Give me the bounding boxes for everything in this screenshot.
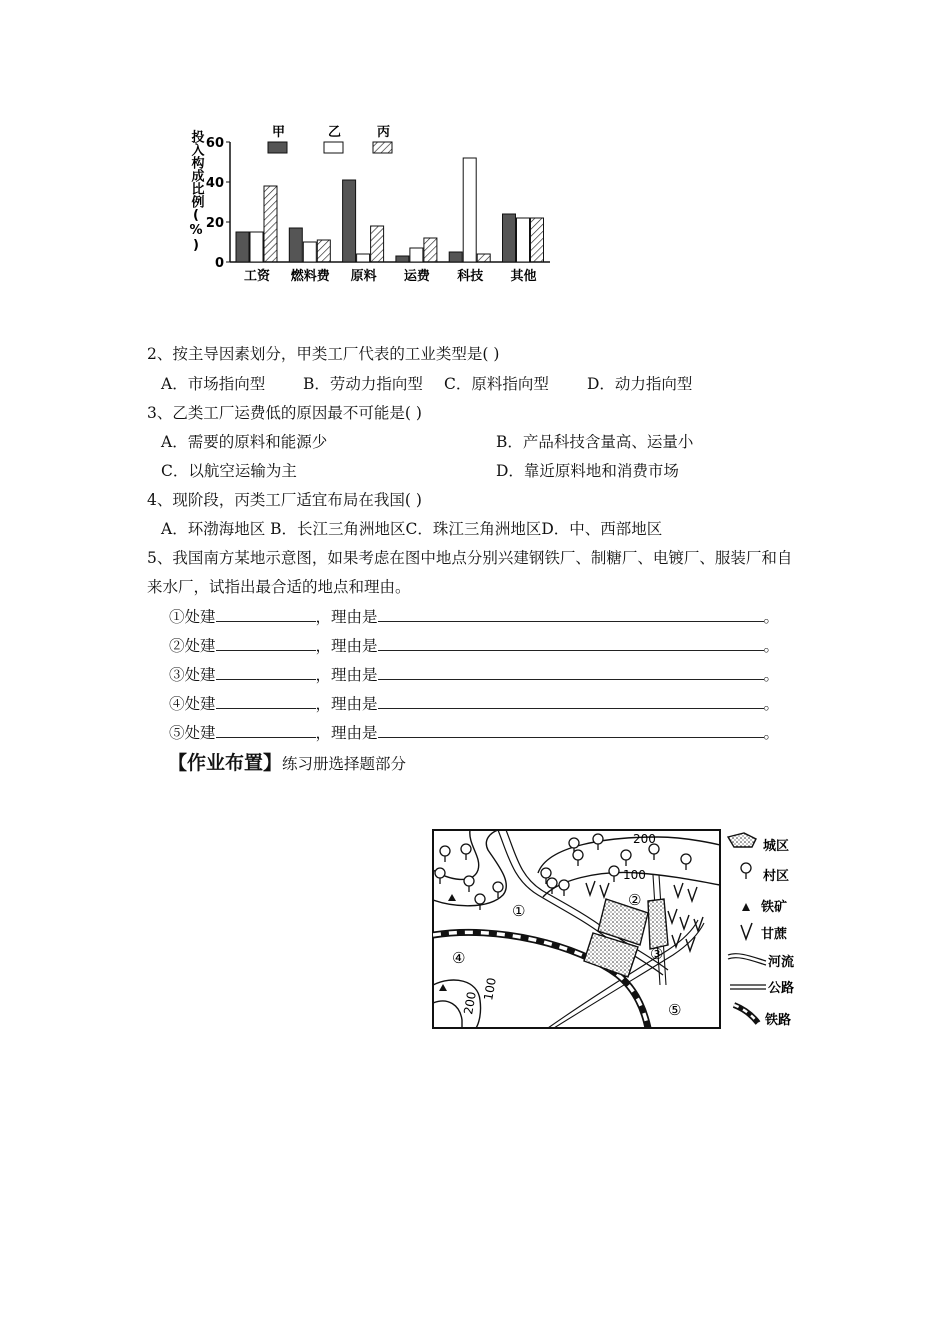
answer-row xyxy=(169,635,779,656)
question-5-stem-line1: 5、我国南方某地示意图，如果考虑在图中地点分别兴建钢铁厂、制糖厂、电镀厂、服装厂和自 xyxy=(147,549,793,567)
legend-swatch xyxy=(373,142,392,153)
q2-option-b: B．劳动力指向型 xyxy=(303,375,423,393)
x-axis-labels xyxy=(244,268,537,284)
legend-road: 公路 xyxy=(768,981,795,996)
row-end: 。 xyxy=(763,724,780,742)
site-3-label: ③ xyxy=(650,945,664,963)
site-label: ③处建 xyxy=(169,666,216,684)
city-area xyxy=(648,899,668,949)
x-tick-label: 燃料费 xyxy=(290,269,330,284)
legend-river: 河流 xyxy=(768,955,795,970)
legend-swatch xyxy=(268,142,287,153)
x-tick-label: 科技 xyxy=(457,269,484,284)
x-tick-label: 原料 xyxy=(350,269,377,284)
legend-label: 甲 xyxy=(272,125,286,140)
bar-2-6 xyxy=(517,218,530,262)
legend-city: 城区 xyxy=(763,839,790,854)
bar-2-2 xyxy=(303,242,316,262)
contour-label: 200 xyxy=(633,832,656,846)
sugarcane-legend-icon xyxy=(741,923,752,939)
row-end: 。 xyxy=(763,695,780,713)
bar-3-4 xyxy=(424,238,437,262)
legend-swatch xyxy=(324,142,343,153)
city-legend-icon xyxy=(728,833,756,847)
site-answer-blank[interactable] xyxy=(216,664,316,680)
bar-2-5 xyxy=(463,158,476,262)
bar-3-5 xyxy=(477,254,490,262)
reason-answer-blank[interactable] xyxy=(378,722,764,738)
row-end: 。 xyxy=(763,608,780,626)
site-answer-blank[interactable] xyxy=(216,606,316,622)
y-tick-label: 20 xyxy=(205,216,224,231)
legend-village: 村区 xyxy=(763,869,790,884)
site-answer-blank[interactable] xyxy=(216,722,316,738)
reason-label: ，理由是 xyxy=(315,724,378,742)
legend-sugarcane: 甘蔗 xyxy=(761,927,788,942)
homework-line xyxy=(168,748,406,775)
bar-2-1 xyxy=(250,232,263,262)
site-label: ⑤处建 xyxy=(169,724,216,742)
question-5-stem-line2: 来水厂，试指出最合适的地点和理由。 xyxy=(147,578,411,596)
map-legend xyxy=(728,833,794,1028)
bar-1-6 xyxy=(503,214,516,262)
question-3-stem: 3、乙类工厂运费低的原因最不可能是( ) xyxy=(147,404,422,422)
reason-answer-blank[interactable] xyxy=(378,635,764,651)
site-answer-blank[interactable] xyxy=(216,693,316,709)
chart-legend xyxy=(268,125,392,153)
q3-option-d: D．靠近原料地和消费市场 xyxy=(496,462,679,480)
q2-option-a: A．市场指向型 xyxy=(161,375,266,393)
reason-label: ，理由是 xyxy=(315,637,378,655)
site-label: ④处建 xyxy=(169,695,216,713)
iron-ore-legend-icon xyxy=(742,903,750,911)
bar-3-1 xyxy=(264,186,277,262)
bar-1-3 xyxy=(343,180,356,262)
bar-3-6 xyxy=(531,218,544,262)
y-axis-ticks xyxy=(206,136,230,271)
reason-answer-blank[interactable] xyxy=(378,693,764,709)
reason-label: ，理由是 xyxy=(315,666,378,684)
row-end: 。 xyxy=(763,666,780,684)
contour-label: 100 xyxy=(623,868,646,882)
y-tick-label: 40 xyxy=(205,176,224,191)
regional-map xyxy=(428,825,823,1035)
question-2-stem: 2、按主导因素划分，甲类工厂代表的工业类型是( ) xyxy=(147,345,500,363)
bar-1-1 xyxy=(236,232,249,262)
reason-label: ，理由是 xyxy=(315,608,378,626)
site-answer-blank[interactable] xyxy=(216,635,316,651)
bar-2-3 xyxy=(357,254,370,262)
bar-1-5 xyxy=(449,252,462,262)
input-structure-bar-chart xyxy=(180,120,560,290)
answer-row xyxy=(169,606,779,627)
q3-option-a: A．需要的原料和能源少 xyxy=(161,433,328,451)
q2-option-c: C．原料指向型 xyxy=(444,375,549,393)
question-4-stem: 4、现阶段，丙类工厂适宜布局在我国( ) xyxy=(147,491,422,509)
homework-title: 【作业布置】 xyxy=(168,752,283,774)
y-tick-label: 60 xyxy=(205,136,224,151)
answer-row xyxy=(169,722,779,743)
reason-answer-blank[interactable] xyxy=(378,664,764,680)
bar-3-2 xyxy=(317,240,330,262)
contour-label: 200 xyxy=(461,990,479,1016)
site-4-label: ④ xyxy=(452,949,466,967)
q3-option-c: C．以航空运输为主 xyxy=(161,462,297,480)
bar-3-3 xyxy=(371,226,384,262)
answer-row xyxy=(169,693,779,714)
y-tick-label: 0 xyxy=(214,256,224,271)
reason-answer-blank[interactable] xyxy=(378,606,764,622)
x-tick-label: 运费 xyxy=(403,269,430,284)
contour-label: 100 xyxy=(481,976,499,1002)
legend-label: 乙 xyxy=(328,125,342,140)
site-1-label: ① xyxy=(512,902,526,920)
village-legend-icon xyxy=(741,863,751,879)
site-5-label: ⑤ xyxy=(668,1001,682,1019)
answer-row xyxy=(169,664,779,685)
q2-option-d: D．动力指向型 xyxy=(587,375,693,393)
bar-1-4 xyxy=(396,256,409,262)
bar-2-4 xyxy=(410,248,423,262)
homework-text: 练习册选择题部分 xyxy=(282,755,407,773)
site-label: ②处建 xyxy=(169,637,216,655)
q4-options: A．环渤海地区 B．长江三角洲地区C．珠江三角洲地区D．中、西部地区 xyxy=(161,520,663,538)
x-tick-label: 其他 xyxy=(510,269,537,284)
y-axis-label: 投入构成比例(%) xyxy=(188,130,204,253)
legend-railway: 铁路 xyxy=(765,1013,792,1028)
site-2-label: ② xyxy=(628,891,642,909)
row-end: 。 xyxy=(763,637,780,655)
x-tick-label: 工资 xyxy=(243,269,271,284)
site-label: ①处建 xyxy=(169,608,216,626)
bar-1-2 xyxy=(289,228,302,262)
q3-option-b: B．产品科技含量高、运量小 xyxy=(496,433,694,451)
reason-label: ，理由是 xyxy=(315,695,378,713)
chart-bars xyxy=(236,158,544,262)
legend-label: 丙 xyxy=(377,125,391,140)
legend-iron-ore: 铁矿 xyxy=(761,900,788,915)
